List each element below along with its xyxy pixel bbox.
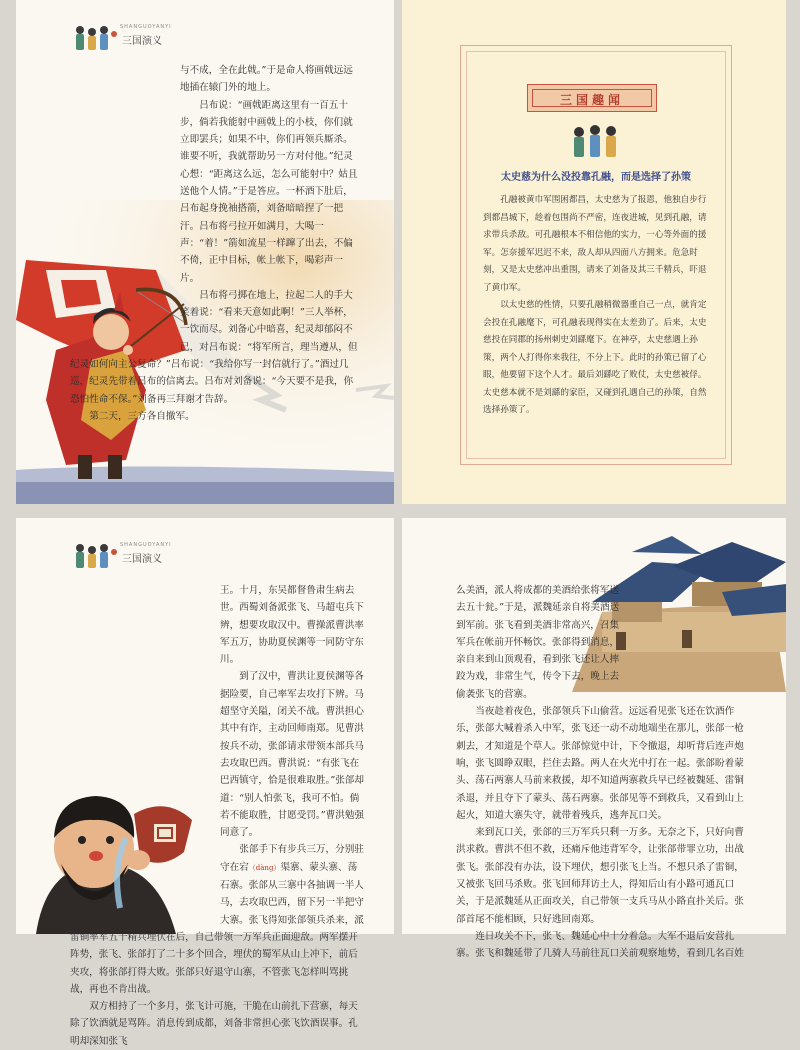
body-text	[70, 62, 360, 425]
paragraph: 渠寨、蒙头寨、荡石寨。张郃从三寨中各抽调一半人马，去攻取巴西，留下另一半把守大寨。张飞得知张郃领兵杀来，派雷铜率军五千精兵埋伏在后，自己带领一万军兵正面迎敌。两军摆开阵势，张飞、张郃打了二十多个回合，埋伏的蜀军从山上冲下，前后夹攻，将张郃打得大败。张郃只好退守山寨，不管张飞怎样叫骂挑战，再也不肯出战。	[70, 861, 364, 995]
body-text	[70, 582, 364, 1050]
pronunciation-note: （dàng）	[248, 863, 281, 872]
paragraph: 吕布说：“画戟距离这里有一百五十步，倘若我能射中画戟上的小枝，你们就立即罢兵；如果不中，你们再领兵厮杀。谁要不听，我就帮助另一方对付他。”纪灵心想：“距离这么远，怎么可能射中？姑且送他个人情。”于是答应。一杯酒下肚后，吕布起身挽袖搭箭，刘备暗暗捏了一把汗。吕布将弓拉开如满月，大喝一声：“着！”箭如流星一样蹿了出去，不偏不倚，正中目标，帐上帐下，喝彩声一片。	[180, 99, 358, 284]
paragraph: 双方相持了一个多月，张飞计可施，干脆在山前扎下营寨，每天除了饮酒就是骂阵。消息传到成都，刘备非常担心张飞饮酒误事。孔明却深知张飞	[70, 1001, 358, 1047]
paragraph: 以太史慈的性情，只要孔融稍微器重自己一点，就肯定会投在孔融麾下，可孔融表现得实在太差劲了。后来，太史慈投在同郡的扬州刺史刘繇麾下。在神亭，太史慈遇上孙策，两个人打得你来我往，不分上下。此时的孙策已留了心眼，他要留下这个人才。最后刘繇吃了败仗，太史慈被俘。太史慈本就不是刘繇的家臣，又碰到孔遇自己的孙策，自然选择孙策了。	[483, 300, 707, 415]
book-title: 三国演义	[122, 36, 162, 47]
paragraph: 第二天，三方各自撤军。	[89, 410, 195, 422]
paragraph: 吕布将弓掷在地上，拉起二人的手大笑着说：“看来天意如此啊！”三人举杯，一饮而尽。刘备心中暗喜，纪灵却郁闷不已，对吕布说：“将军所言，理当遵从，但纪灵如何向主公复命？”吕布说：“我给你写一封信就行了。”酒过几巡，纪灵先带着吕布的信离去。吕布对刘备说：“今天要不是我，你恐怕性命不保。”刘备再三拜谢才告辞。	[70, 289, 358, 405]
paragraph: 与不成，全在此戟。”于是命人将画戟远远地插在辕门外的地上。	[180, 65, 353, 94]
book-page-right-bottom	[402, 518, 786, 960]
series-label: SHANGUOYANYI	[120, 24, 172, 30]
paragraph: 当夜趁着夜色，张郃领兵下山偷营。远远看见张飞还在饮酒作乐，张郃大喊着杀入中军，张飞还一动不动地端坐在那儿，张郃一枪刺去，才知道是个草人。张郃惊觉中计，下令撤退，却听背后连声炮响，张飞圆睁双眼，拦住去路。两人在火光中打在一起。张郃盼着蒙头、荡石两寨人马前来救援，却不知道两寨救兵早已经被魏延、雷铜杀退，并且夺下了蒙头、荡石两寨。张郃见等不到救兵，又看到山上起火，知道大寨失守，就带着残兵，逃奔瓦口关。	[456, 706, 744, 821]
book-page-left-bottom	[16, 518, 394, 1047]
trivia-text	[483, 192, 715, 420]
paragraph: 张郃手下有步兵三万，分别驻守在宕	[220, 844, 364, 873]
paragraph: 到了汉中，曹洪让夏侯渊等各据险要，自己率军去攻打下辨。马超坚守关隘，闭关不战。曹洪担心其中有诈，主动回师南郑。见曹洪按兵不动，张郃请求带领本部兵马去攻取巴西。曹洪说：“有张飞在巴西镇守，恰是很难取胜。”张郃却道：“别人怕张飞，我可不怕。倘若不能取胜，甘愿受罚。”曹洪勉强同意了。	[220, 671, 365, 839]
paragraph: 么美酒，派人将成都的美酒给张将军送去五十瓮。”于是，派魏延亲自将美酒送到军前。张飞看到美酒非常高兴，召集军兵在帐前开怀畅饮。张郃得到消息，亲自来到山顶观看，看到张飞还让人摔跤为戏，非常生气，传令下去，晚上去偷袭张飞的营寨。	[456, 585, 620, 700]
trivia-banner	[527, 84, 657, 112]
book-page-right-top	[402, 0, 786, 504]
header-figures-icon	[72, 22, 120, 54]
body-text	[456, 582, 746, 963]
book-title: 三国演义	[122, 554, 162, 565]
header-figures-icon	[72, 540, 120, 572]
paragraph: 孔融被黄巾军围困都昌，太史慈为了报恩，他独自步行到都昌城下，趁着包围尚不严密，连夜进城，见到孔融，请求带兵杀敌。可孔融根本不相信他的实力，一心等外面的援军。怎奈援军迟迟不来，敌人却从四面八方拥来。危急时刻，又是太史慈冲出重围，请来了刘备及其三千精兵，吓退了黄巾军。	[483, 195, 707, 293]
paragraph: 王。十月，东吴都督鲁肃生病去世。西蜀刘备派张飞、马超屯兵下辨，想要攻取汉中。曹操派曹洪率军五万，协助夏侯渊等一同防守东川。	[220, 585, 364, 666]
series-label: SHANGUOYANYI	[120, 542, 172, 548]
trivia-figures-icon	[567, 122, 627, 162]
trivia-banner-label: 三国趣闻	[559, 93, 624, 107]
book-page-left-top	[16, 0, 394, 504]
trivia-title: 太史慈为什么没投靠孔融，而是选择了孙策	[501, 172, 691, 183]
paragraph: 来到瓦口关，张郃的三万军兵只剩一万多。无奈之下，只好向曹洪求救。曹洪不但不救，还痛斥他违背军令，让张郃带罪立功，出战张飞。张郃没有办法，设下埋伏，想引张飞上当。不想只杀了雷铜，又被张飞回马杀败。张飞回师拜访土人，得知后山有小路可通瓦口关，于是派魏延从正面攻关，自己带领一支兵马从小路直扑关后。张郃首尾不能相顾，只好逃回南郑。	[456, 827, 744, 925]
trivia-box	[460, 45, 732, 465]
paragraph: 连日攻关不下，张飞、魏延心中十分着急。大军不退后安营扎寨。张飞和魏延带了几骑人马前往瓦口关前观察地势，看到几名百姓	[456, 930, 744, 960]
